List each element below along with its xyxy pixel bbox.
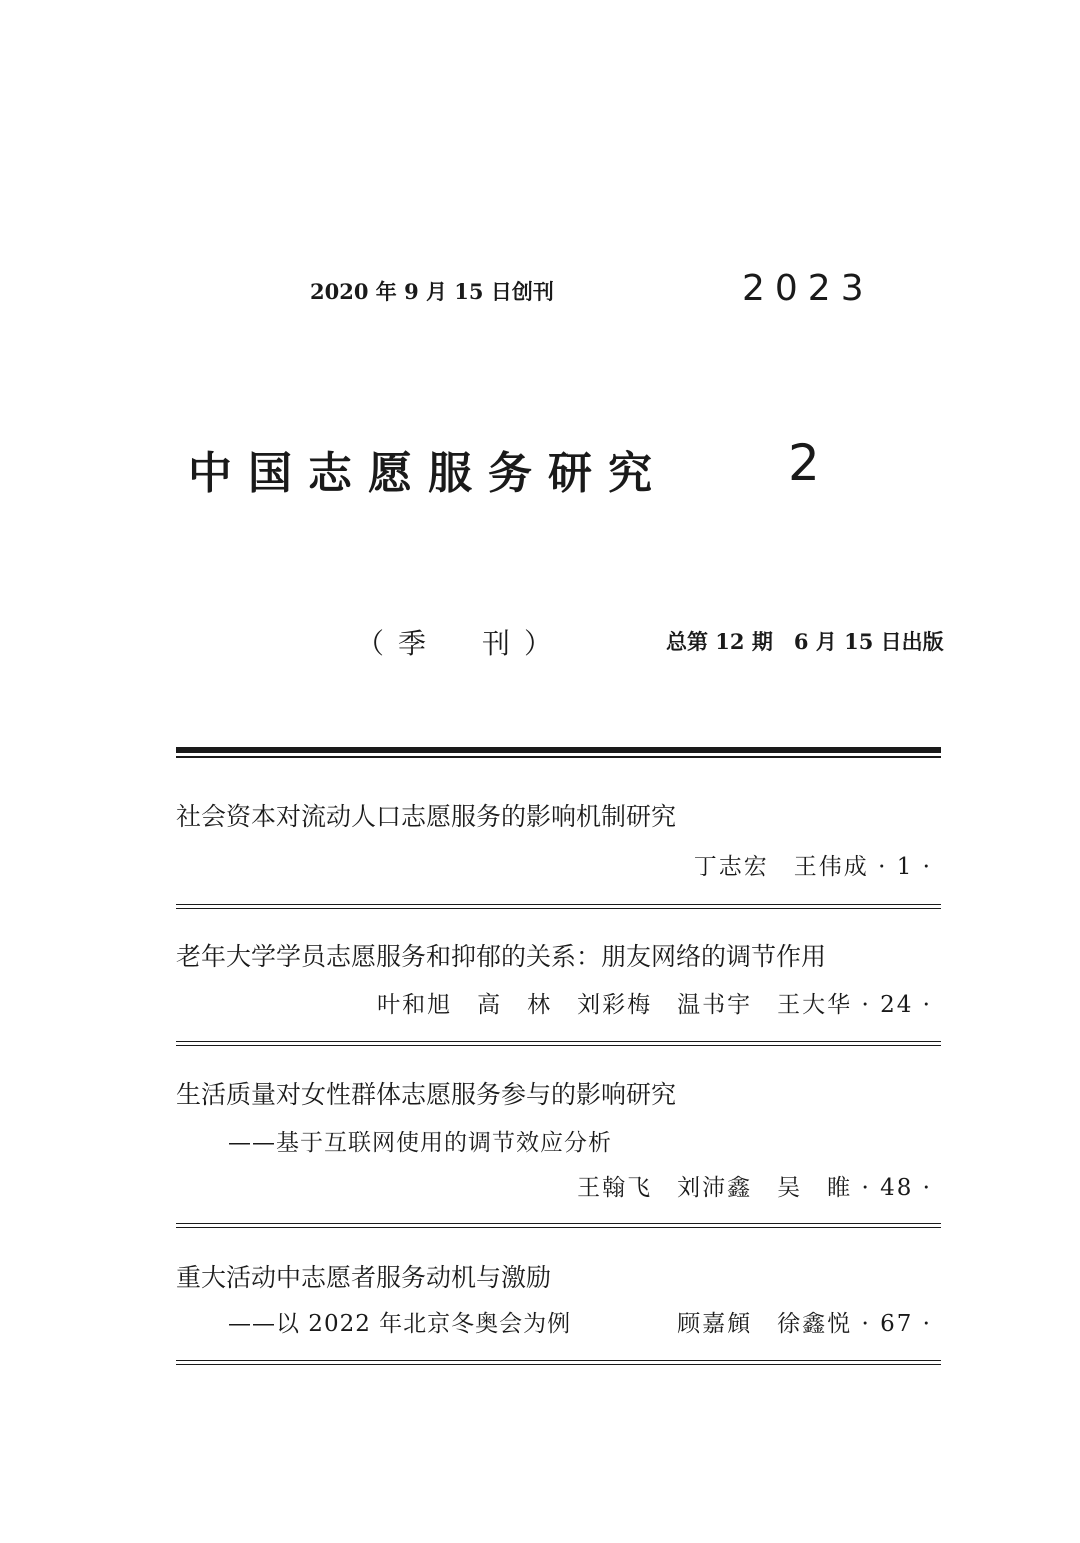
article-divider xyxy=(176,1360,941,1365)
article-divider xyxy=(176,1041,941,1046)
volume-year: 2023 xyxy=(742,268,874,309)
contents-top-rule xyxy=(176,747,941,758)
founding-date: 2020 年 9 月 15 日创刊 xyxy=(310,279,554,304)
journal-title: 中国志愿服务研究 xyxy=(188,448,668,499)
article-title[interactable]: 重大活动中志愿者服务动机与激励 xyxy=(176,1263,552,1292)
article-title[interactable]: 老年大学学员志愿服务和抑郁的关系：朋友网络的调节作用 xyxy=(176,942,827,971)
article-divider xyxy=(176,1223,941,1228)
article-title[interactable]: 生活质量对女性群体志愿服务参与的影响研究 xyxy=(176,1080,677,1109)
article-authors-page: 丁志宏 王伟成 · 1 · xyxy=(693,854,932,880)
publication-frequency: （季 刊） xyxy=(356,627,567,660)
article-subtitle: ——基于互联网使用的调节效应分析 xyxy=(228,1130,612,1156)
article-authors-page: 王翰飞 刘沛鑫 吴 睢 · 48 · xyxy=(577,1175,932,1201)
article-divider xyxy=(176,904,941,909)
article-authors-page: 顾嘉頠 徐鑫悦 · 67 · xyxy=(677,1311,932,1337)
article-title[interactable]: 社会资本对流动人口志愿服务的影响机制研究 xyxy=(176,802,677,831)
publication-info: 总第 12 期 6 月 15 日出版 xyxy=(666,629,944,654)
article-subtitle: ——以 2022 年北京冬奥会为例 xyxy=(228,1311,572,1337)
article-authors-page: 叶和旭 高 林 刘彩梅 温书宇 王大华 · 24 · xyxy=(377,992,932,1018)
issue-number: 2 xyxy=(788,434,820,492)
